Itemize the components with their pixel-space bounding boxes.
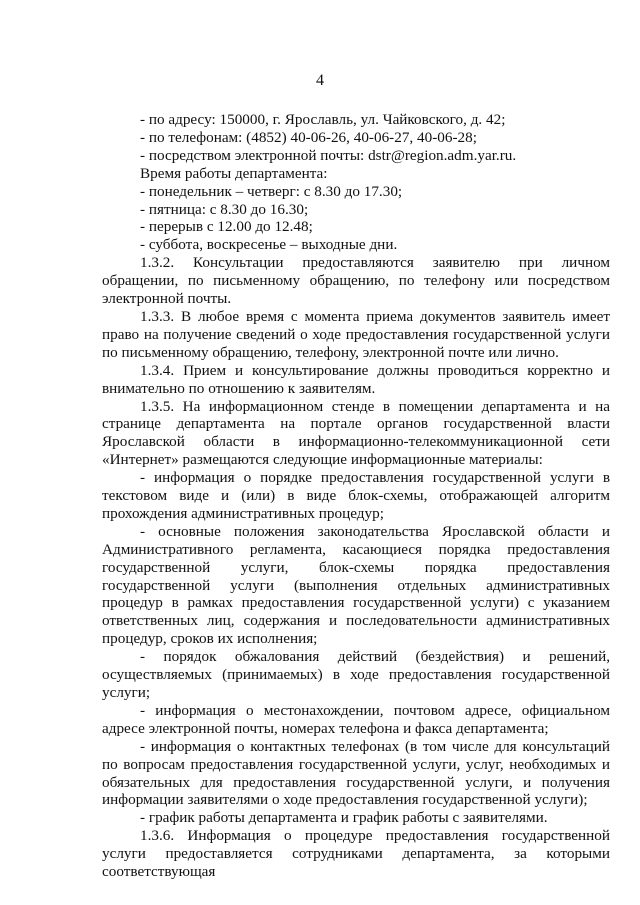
paragraph: - основные положения законодательства Ярославской области и Административного регламента, касающиеся порядка предоставления государственной услуги, блок-схемы порядка предоставления государственной услуги (выполнения отдельных административных процедур в рамках предоставления государственной услуги) с указанием ответственных лиц, содержания и последовательности административных процедур, сроков их исполнения; [102,522,610,648]
paragraph: - информация о местонахождении, почтовом адресе, официальном адресе электронной почты, номерах телефона и факса департамента; [102,701,610,737]
paragraph: - перерыв с 12.00 до 12.48; [140,218,313,236]
paragraph: - информация о порядке предоставления государственной услуги в текстовом виде и (или) в виде блок-схемы, отображающей алгоритм прохождения административных процедур; [102,469,610,522]
paragraph: 1.3.4. Прием и консультирование должны проводиться корректно и внимательно по отношению к заявителям. [102,361,610,397]
paragraph: - по адресу: 150000, г. Ярославль, ул. Чайковского, д. 42; [140,111,506,128]
paragraph: 1.3.5. На информационном стенде в помещении департамента и на странице департамента на портале органов государственной власти Ярославской области в информационно-телекоммуникационной сети «Интернет» размещаются следующие информационные материалы: [102,397,610,469]
paragraph: - посредством электронной почты: dstr@region.adm.yar.ru. [140,146,517,164]
paragraph: - информация о контактных телефонах (в том числе для консультаций по вопросам предоставления государственной услуги, услуг, необходимых и обязательных для предоставления государственной услуги, и получения информации заявителями о ходе предоставления государственной услуги); [102,737,610,809]
paragraph: 1.3.2. Консультации предоставляются заявителю при личном обращении, по письменному обращению, по телефону или посредством электронной почты. [102,254,610,308]
paragraph: - суббота, воскресенье – выходные дни. [140,236,398,254]
paragraph: - порядок обжалования действий (бездействия) и решений, осуществляемых (принимаемых) в ходе предоставления государственной услуги; [102,648,610,701]
paragraph: - пятница: с 8.30 до 16.30; [140,200,309,218]
paragraph: Время работы департамента: [140,164,328,182]
document-body [102,111,610,881]
page-number: 4 [316,72,324,89]
paragraph: - понедельник – четверг: с 8.30 до 17.30; [140,182,403,200]
paragraph: - по телефонам: (4852) 40-06-26, 40-06-27, 40-06-28; [140,128,477,146]
paragraph: 1.3.3. В любое время с момента приема документов заявитель имеет право на получение сведений о ходе предоставления государственной услуги по письменному обращению, телефону, электронной почте или лично. [102,307,610,361]
paragraph: - график работы департамента и график работы с заявителями. [140,809,548,827]
paragraph: 1.3.6. Информация о процедуре предоставления государственной услуги предоставляется сотрудниками департамента, за которыми соответствующая [102,827,610,881]
